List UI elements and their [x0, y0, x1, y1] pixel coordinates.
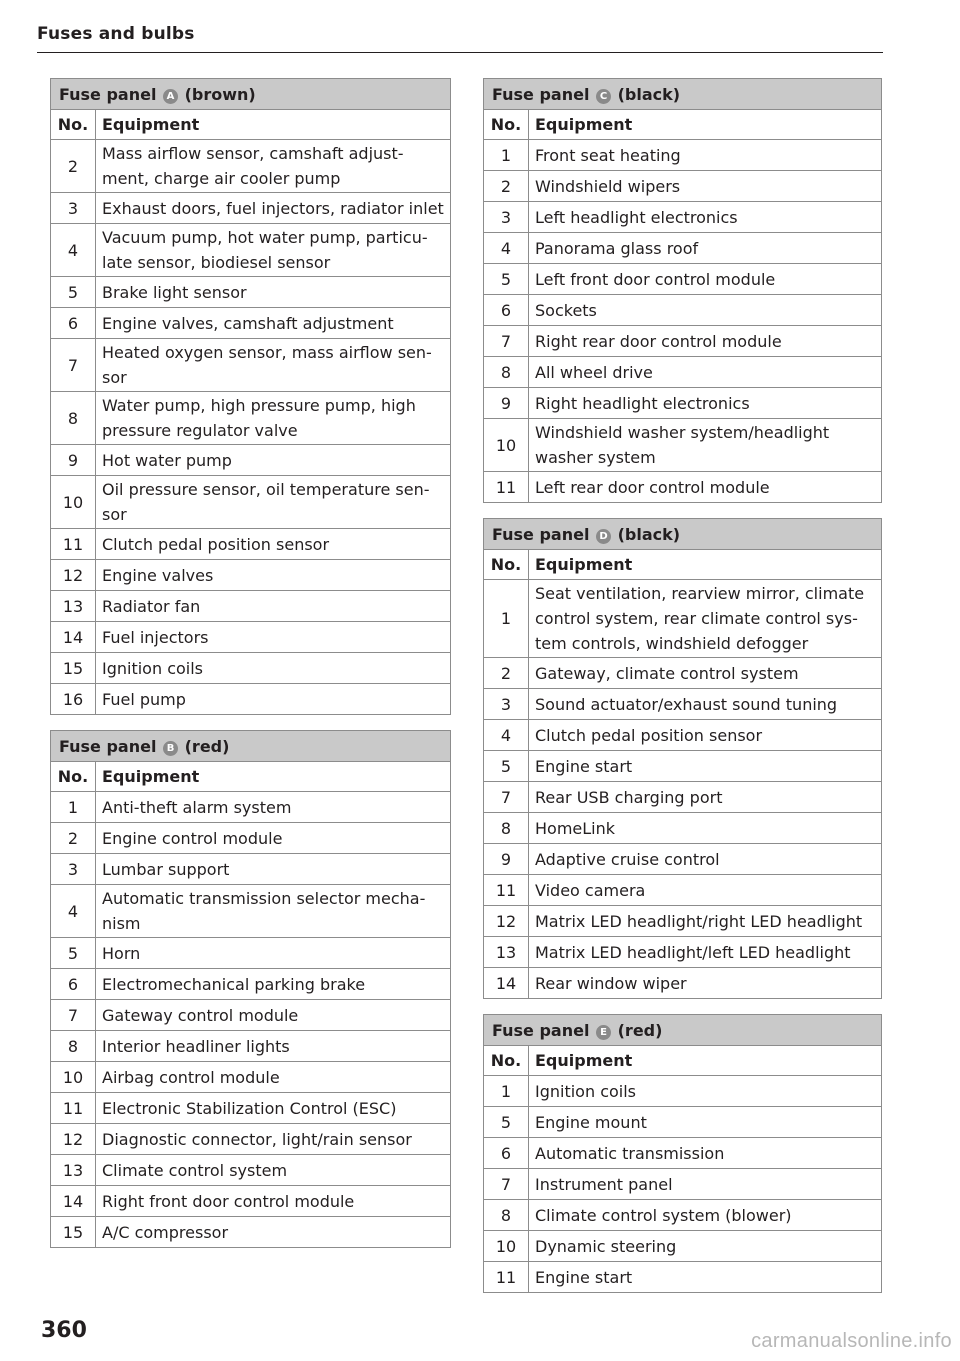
- table-row: [484, 875, 882, 906]
- panel-title-row: [484, 79, 882, 110]
- table-row: [51, 476, 451, 529]
- fuse-equipment: Engine start: [529, 751, 882, 782]
- column-header-equipment: Equipment: [96, 110, 451, 140]
- fuse-equipment: Adaptive cruise control: [529, 844, 882, 875]
- table-row: [484, 1262, 882, 1293]
- fuse-equipment: Panorama glass roof: [529, 233, 882, 264]
- table-header-row: [484, 550, 882, 580]
- fuse-equipment: Sound actuator/exhaust sound tuning: [529, 689, 882, 720]
- fuse-equipment: Hot water pump: [96, 445, 451, 476]
- table-row: [51, 684, 451, 715]
- fuse-number: 6: [484, 295, 529, 326]
- fuse-equipment: Fuel injectors: [96, 622, 451, 653]
- table-row: [484, 326, 882, 357]
- fuse-number: 2: [484, 658, 529, 689]
- fuse-equipment: Climate control system (blower): [529, 1200, 882, 1231]
- fuse-equipment: Electromechanical parking brake: [96, 969, 451, 1000]
- table-row: [484, 751, 882, 782]
- table-row: [484, 233, 882, 264]
- table-row: [484, 906, 882, 937]
- table-row: [51, 140, 451, 193]
- table-row: [51, 938, 451, 969]
- fuse-equipment: A/C compressor: [96, 1217, 451, 1248]
- panel-title-row: [484, 519, 882, 550]
- panel-title: [484, 1015, 882, 1046]
- fuse-equipment: All wheel drive: [529, 357, 882, 388]
- fuse-equipment: Airbag control module: [96, 1062, 451, 1093]
- table-row: [51, 1000, 451, 1031]
- fuse-number: 11: [51, 529, 96, 560]
- fuse-equipment: Mass airflow sensor, camshaft adjust-ment, charge air cooler pump: [96, 140, 451, 193]
- fuse-equipment: Right rear door control module: [529, 326, 882, 357]
- table-row: [51, 308, 451, 339]
- table-row: [51, 339, 451, 392]
- panel-title-suffix: (red): [184, 736, 230, 756]
- panel-title-prefix: Fuse panel: [492, 524, 590, 544]
- fuse-equipment: Windshield washer system/headlight washer system: [529, 419, 882, 472]
- table-row: [484, 472, 882, 503]
- fuse-equipment: Matrix LED headlight/right LED headlight: [529, 906, 882, 937]
- column-header-equipment: Equipment: [96, 762, 451, 792]
- fuse-equipment: Oil pressure sensor, oil temperature sen-sor: [96, 476, 451, 529]
- fuse-equipment: Vacuum pump, hot water pump, particu-late sensor, biodiesel sensor: [96, 224, 451, 277]
- panel-title: [484, 79, 882, 110]
- table-row: [484, 937, 882, 968]
- column-header-no: No.: [484, 110, 529, 140]
- fuse-number: 11: [484, 472, 529, 503]
- table-header-row: [51, 762, 451, 792]
- fuse-equipment: Heated oxygen sensor, mass airflow sen-sor: [96, 339, 451, 392]
- table-row: [51, 392, 451, 445]
- fuse-number: 4: [51, 224, 96, 277]
- fuse-number: 5: [51, 277, 96, 308]
- fuse-equipment: Left front door control module: [529, 264, 882, 295]
- table-row: [51, 193, 451, 224]
- fuse-number: 8: [51, 392, 96, 445]
- fuse-number: 1: [484, 580, 529, 658]
- fuse-number: 1: [484, 140, 529, 171]
- left-column: [50, 78, 451, 1263]
- table-row: [51, 529, 451, 560]
- column-header-no: No.: [51, 762, 96, 792]
- table-row: [51, 1031, 451, 1062]
- fuse-equipment: Diagnostic connector, light/rain sensor: [96, 1124, 451, 1155]
- fuse-equipment: Engine mount: [529, 1107, 882, 1138]
- panel-letter-badge: D: [596, 529, 611, 544]
- fuse-equipment: Video camera: [529, 875, 882, 906]
- table-row: [484, 295, 882, 326]
- panel-title-suffix: (brown): [184, 84, 256, 104]
- fuse-number: 14: [51, 1186, 96, 1217]
- fuse-equipment: Brake light sensor: [96, 277, 451, 308]
- panel-title-prefix: Fuse panel: [492, 1020, 590, 1040]
- fuse-number: 8: [484, 813, 529, 844]
- fuse-equipment: Exhaust doors, fuel injectors, radiator inlet: [96, 193, 451, 224]
- table-row: [484, 357, 882, 388]
- fuse-number: 5: [484, 264, 529, 295]
- fuse-number: 7: [484, 1169, 529, 1200]
- fuse-number: 13: [51, 1155, 96, 1186]
- table-row: [484, 813, 882, 844]
- fuse-number: 6: [484, 1138, 529, 1169]
- fuse-equipment: Water pump, high pressure pump, high pressure regulator valve: [96, 392, 451, 445]
- fuse-number: 11: [484, 875, 529, 906]
- panel-title-prefix: Fuse panel: [59, 84, 157, 104]
- fuse-number: 10: [51, 476, 96, 529]
- fuse-equipment: Right front door control module: [96, 1186, 451, 1217]
- fuse-equipment: Ignition coils: [96, 653, 451, 684]
- table-row: [51, 885, 451, 938]
- table-row: [484, 1076, 882, 1107]
- fuse-number: 16: [51, 684, 96, 715]
- table-row: [484, 388, 882, 419]
- fuse-equipment: Engine control module: [96, 823, 451, 854]
- panel-title: [51, 731, 451, 762]
- table-row: [484, 140, 882, 171]
- table-row: [51, 653, 451, 684]
- table-row: [484, 171, 882, 202]
- fuse-number: 5: [51, 938, 96, 969]
- fuse-equipment: Seat ventilation, rearview mirror, climate control system, rear climate control sys-tem controls, windshield defogger: [529, 580, 882, 658]
- fuse-number: 3: [51, 193, 96, 224]
- fuse-equipment: Radiator fan: [96, 591, 451, 622]
- table-row: [484, 1200, 882, 1231]
- panel-letter-badge: B: [163, 741, 178, 756]
- fuse-equipment: Fuel pump: [96, 684, 451, 715]
- fuse-equipment: Gateway, climate control system: [529, 658, 882, 689]
- table-row: [484, 782, 882, 813]
- table-row: [51, 1062, 451, 1093]
- fuse-equipment: Left rear door control module: [529, 472, 882, 503]
- fuse-equipment: Dynamic steering: [529, 1231, 882, 1262]
- fuse-number: 6: [51, 308, 96, 339]
- fuse-number: 15: [51, 1217, 96, 1248]
- table-row: [484, 580, 882, 658]
- table-header-row: [484, 110, 882, 140]
- section-title: Fuses and bulbs: [37, 24, 195, 44]
- table-row: [51, 1093, 451, 1124]
- panel-title: [51, 79, 451, 110]
- fuse-number: 14: [51, 622, 96, 653]
- fuse-number: 13: [484, 937, 529, 968]
- fuse-number: 12: [51, 560, 96, 591]
- fuse-equipment: Clutch pedal position sensor: [529, 720, 882, 751]
- table-row: [51, 969, 451, 1000]
- fuse-number: 11: [51, 1093, 96, 1124]
- fuse-equipment: Horn: [96, 938, 451, 969]
- fuse-number: 10: [51, 1062, 96, 1093]
- table-row: [51, 823, 451, 854]
- fuse-number: 9: [484, 388, 529, 419]
- fuse-equipment: Engine valves, camshaft adjustment: [96, 308, 451, 339]
- fuse-equipment: Automatic transmission: [529, 1138, 882, 1169]
- table-row: [51, 445, 451, 476]
- fuse-equipment: HomeLink: [529, 813, 882, 844]
- fuse-equipment: Sockets: [529, 295, 882, 326]
- fuse-equipment: Engine start: [529, 1262, 882, 1293]
- table-row: [484, 689, 882, 720]
- right-column: [483, 78, 882, 1308]
- fuse-number: 12: [51, 1124, 96, 1155]
- panel-title-prefix: Fuse panel: [492, 84, 590, 104]
- fuse-number: 7: [51, 339, 96, 392]
- fuse-number: 6: [51, 969, 96, 1000]
- column-header-equipment: Equipment: [529, 550, 882, 580]
- fuse-equipment: Climate control system: [96, 1155, 451, 1186]
- panel-title-prefix: Fuse panel: [59, 736, 157, 756]
- fuse-number: 7: [51, 1000, 96, 1031]
- table-row: [484, 844, 882, 875]
- fuse-equipment: Left headlight electronics: [529, 202, 882, 233]
- panel-title-row: [51, 731, 451, 762]
- table-header-row: [51, 110, 451, 140]
- fuse-number: 1: [51, 792, 96, 823]
- table-row: [51, 591, 451, 622]
- panel-title-row: [484, 1015, 882, 1046]
- fuse-number: 15: [51, 653, 96, 684]
- fuse-equipment: Right headlight electronics: [529, 388, 882, 419]
- fuse-number: 9: [51, 445, 96, 476]
- fuse-number: 2: [51, 823, 96, 854]
- page-number: 360: [41, 1318, 87, 1343]
- fuse-number: 8: [51, 1031, 96, 1062]
- fuse-table-e: [483, 1014, 882, 1293]
- table-row: [51, 560, 451, 591]
- section-header: [37, 24, 883, 53]
- fuse-number: 5: [484, 751, 529, 782]
- fuse-equipment: Lumbar support: [96, 854, 451, 885]
- column-header-no: No.: [484, 1046, 529, 1076]
- fuse-equipment: Interior headliner lights: [96, 1031, 451, 1062]
- fuse-number: 3: [51, 854, 96, 885]
- fuse-equipment: Rear window wiper: [529, 968, 882, 999]
- table-row: [484, 264, 882, 295]
- fuse-number: 13: [51, 591, 96, 622]
- fuse-number: 9: [484, 844, 529, 875]
- fuse-number: 14: [484, 968, 529, 999]
- fuse-number: 7: [484, 326, 529, 357]
- fuse-equipment: Automatic transmission selector mecha-nism: [96, 885, 451, 938]
- table-header-row: [484, 1046, 882, 1076]
- table-row: [484, 968, 882, 999]
- fuse-equipment: Rear USB charging port: [529, 782, 882, 813]
- fuse-number: 11: [484, 1262, 529, 1293]
- panel-title-row: [51, 79, 451, 110]
- fuse-table-b: [50, 730, 451, 1248]
- table-row: [484, 658, 882, 689]
- fuse-number: 5: [484, 1107, 529, 1138]
- column-header-no: No.: [51, 110, 96, 140]
- fuse-number: 8: [484, 357, 529, 388]
- panel-letter-badge: A: [163, 89, 178, 104]
- fuse-table-d: [483, 518, 882, 999]
- fuse-number: 10: [484, 1231, 529, 1262]
- panel-title: [484, 519, 882, 550]
- fuse-equipment: Matrix LED headlight/left LED headlight: [529, 937, 882, 968]
- fuse-equipment: Electronic Stabilization Control (ESC): [96, 1093, 451, 1124]
- fuse-number: 3: [484, 202, 529, 233]
- fuse-table-a: [50, 78, 451, 715]
- fuse-number: 12: [484, 906, 529, 937]
- column-header-equipment: Equipment: [529, 1046, 882, 1076]
- fuse-number: 2: [51, 140, 96, 193]
- fuse-number: 7: [484, 782, 529, 813]
- table-row: [51, 854, 451, 885]
- fuse-equipment: Clutch pedal position sensor: [96, 529, 451, 560]
- fuse-number: 4: [484, 233, 529, 264]
- fuse-number: 4: [484, 720, 529, 751]
- table-row: [51, 277, 451, 308]
- table-row: [484, 1231, 882, 1262]
- table-row: [484, 1107, 882, 1138]
- fuse-equipment: Front seat heating: [529, 140, 882, 171]
- fuse-table-c: [483, 78, 882, 503]
- fuse-equipment: Anti-theft alarm system: [96, 792, 451, 823]
- fuse-number: 4: [51, 885, 96, 938]
- fuse-equipment: Instrument panel: [529, 1169, 882, 1200]
- table-row: [484, 202, 882, 233]
- table-row: [484, 1138, 882, 1169]
- table-row: [51, 224, 451, 277]
- fuse-equipment: Ignition coils: [529, 1076, 882, 1107]
- table-row: [51, 622, 451, 653]
- fuse-equipment: Gateway control module: [96, 1000, 451, 1031]
- fuse-number: 1: [484, 1076, 529, 1107]
- panel-title-suffix: (black): [617, 84, 681, 104]
- watermark: carmanualsonline.info: [751, 1330, 952, 1352]
- fuse-number: 2: [484, 171, 529, 202]
- table-row: [484, 720, 882, 751]
- column-header-no: No.: [484, 550, 529, 580]
- table-row: [51, 1155, 451, 1186]
- panel-letter-badge: E: [596, 1025, 611, 1040]
- panel-title-suffix: (red): [617, 1020, 663, 1040]
- table-row: [51, 1217, 451, 1248]
- panel-letter-badge: C: [596, 89, 611, 104]
- table-row: [51, 1186, 451, 1217]
- fuse-number: 8: [484, 1200, 529, 1231]
- fuse-equipment: Engine valves: [96, 560, 451, 591]
- table-row: [484, 1169, 882, 1200]
- fuse-number: 10: [484, 419, 529, 472]
- table-row: [51, 792, 451, 823]
- fuse-equipment: Windshield wipers: [529, 171, 882, 202]
- table-row: [484, 419, 882, 472]
- panel-title-suffix: (black): [617, 524, 681, 544]
- fuse-number: 3: [484, 689, 529, 720]
- column-header-equipment: Equipment: [529, 110, 882, 140]
- table-row: [51, 1124, 451, 1155]
